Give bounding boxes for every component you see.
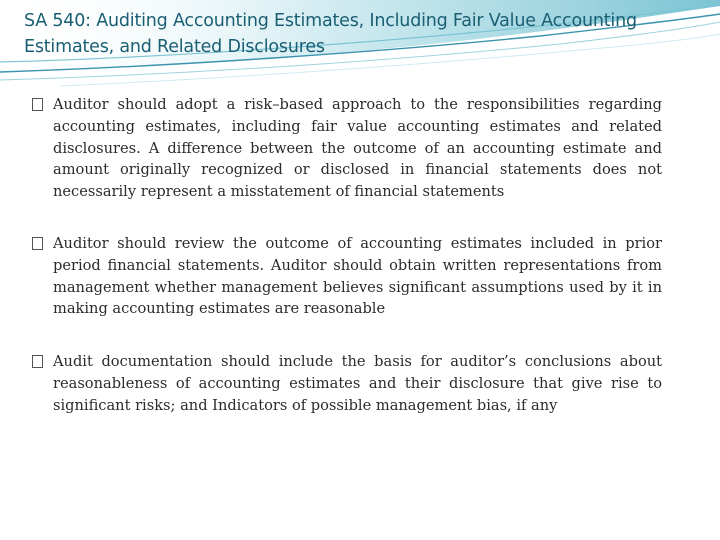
square-bullet-icon [32, 237, 43, 250]
bullet-text: Auditor should adopt a risk–based approach to the responsibilities regarding accounting estimates, including fair value accounting estimates and related disclosures. A difference between the outcome of an accounting estimate and amount originally recognized or disclosed in financial statements does not necessarily represent a misstatement of financial statements [53, 96, 662, 201]
bullet-item [32, 94, 662, 203]
bullet-text: Audit documentation should include the basis for auditor’s conclusions about reasonableness of accounting estimates and their disclosure that give rise to significant risks; and Indicators of possible management bias, if any [53, 353, 662, 414]
square-bullet-icon [32, 98, 43, 111]
slide-title: SA 540: Auditing Accounting Estimates, Including Fair Value Accounting Estimates, and Related Disclosures [24, 11, 637, 57]
bullet-item [32, 233, 662, 320]
bullet-item [32, 351, 662, 416]
bullet-text: Auditor should review the outcome of accounting estimates included in prior period financial statements. Auditor should obtain written representations from management whether management believes significant assumptions used by it in making accounting estimates are reasonable [53, 234, 662, 318]
bullet-list [32, 94, 662, 447]
square-bullet-icon [32, 355, 43, 368]
